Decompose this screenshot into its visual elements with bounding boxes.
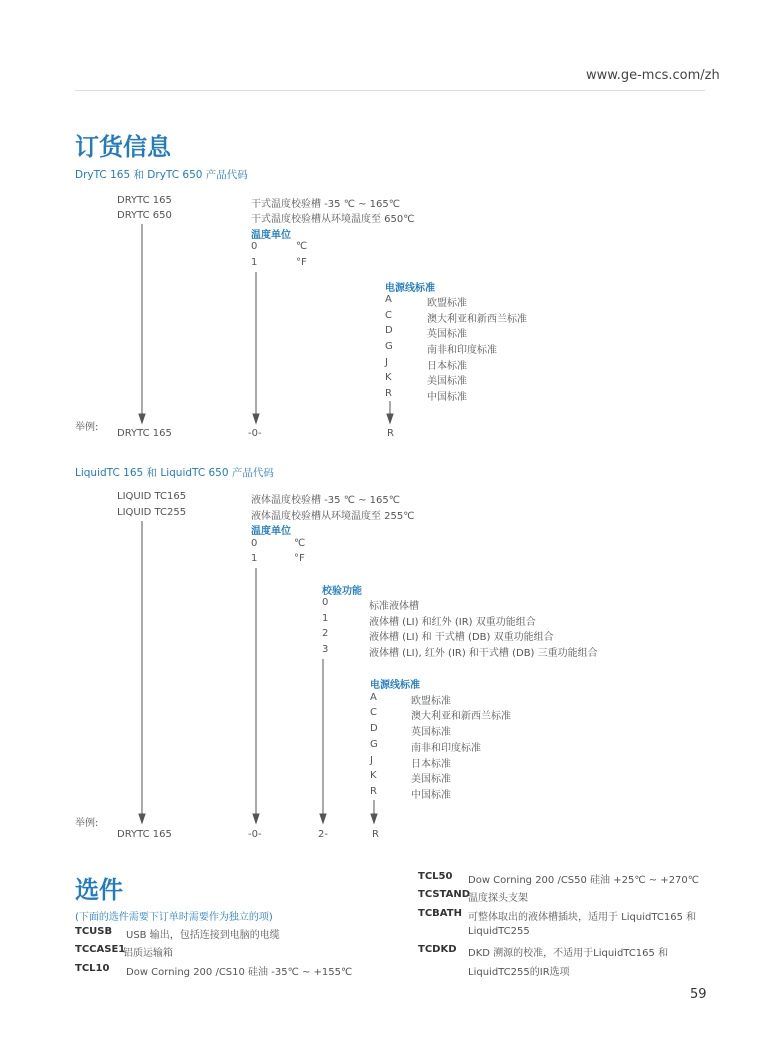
liquid-func-code: 2 <box>322 628 329 639</box>
dry-cable-label: 日本标准 <box>427 361 467 372</box>
dry-cable-code: D <box>385 325 393 336</box>
options-note: (下面的选件需要下订单时需要作为独立的项) <box>75 912 273 923</box>
dry-cable-code: G <box>385 341 393 352</box>
liquid-cable-label: 欧盟标准 <box>411 696 451 707</box>
liquid-cable-label: 英国标准 <box>411 727 451 738</box>
liquid-cable-code: A <box>370 692 377 703</box>
liquid-cable-heading: 电源线标准 <box>370 680 420 691</box>
dry-subtitle: DryTC 165 和 DryTC 650 产品代码 <box>75 169 248 181</box>
liquid-func-label: 标准液体槽 <box>369 601 419 612</box>
liquid-cable-code: J <box>370 755 373 766</box>
dry-cable-code: K <box>385 372 392 383</box>
option-code: TCDKD <box>418 944 457 955</box>
dry-model-desc: 干式温度校验槽从环境温度至 650℃ <box>251 214 415 225</box>
option-code: TCBATH <box>418 908 462 919</box>
option-code: TCSTAND <box>418 889 471 900</box>
dry-cable-label: 澳大利亚和新西兰标准 <box>427 314 527 325</box>
option-desc: DKD 溯源的校准，不适用于LiquidTC165 和 <box>468 948 669 959</box>
option-desc: USB 输出，包括连接到电脑的电缆 <box>126 930 280 941</box>
option-code: TCCASE1 <box>75 944 126 955</box>
arrowhead <box>139 414 145 423</box>
option-desc: Dow Corning 200 /CS50 硅油 +25℃ ~ +270℃ <box>468 875 700 886</box>
liquid-cable-code: C <box>370 707 377 718</box>
dry-cable-label: 欧盟标准 <box>427 298 467 309</box>
dry-cable-code: A <box>385 294 392 305</box>
dry-cable-code: R <box>385 388 392 399</box>
liquid-example-part: R <box>372 829 379 840</box>
option-desc-cont: LiquidTC255的IR选项 <box>468 967 570 978</box>
arrowhead <box>139 814 145 823</box>
header-url: www.ge-mcs.com/zh <box>586 68 720 83</box>
liquid-func-heading: 校验功能 <box>322 586 362 597</box>
liquid-cable-label: 日本标准 <box>411 759 451 770</box>
liquid-subtitle: LiquidTC 165 和 LiquidTC 650 产品代码 <box>75 467 274 479</box>
option-desc: 铝质运输箱 <box>123 948 173 959</box>
arrowhead <box>320 814 326 823</box>
dry-cable-heading: 电源线标准 <box>385 283 435 294</box>
liquid-cable-label: 南非和印度标准 <box>411 743 481 754</box>
liquid-cable-label: 澳大利亚和新西兰标准 <box>411 711 511 722</box>
liquid-model-desc: 液体温度校验槽从环境温度至 255℃ <box>251 511 415 522</box>
liquid-example-label: 举例: <box>75 818 99 829</box>
dry-unit-label: ℃ <box>296 241 308 252</box>
arrowhead <box>253 414 259 423</box>
dry-unit-code: 0 <box>251 241 258 252</box>
dry-cable-label: 南非和印度标准 <box>427 345 497 356</box>
option-desc: Dow Corning 200 /CS10 硅油 -35℃ ~ +155℃ <box>126 967 353 978</box>
option-desc: 温度探头支架 <box>468 893 528 904</box>
dry-example-part: -0- <box>248 428 262 439</box>
dry-cable-code: C <box>385 310 392 321</box>
dry-cable-label: 美国标准 <box>427 376 467 387</box>
liquid-func-label: 液体槽 (LI) 和红外 (IR) 双重功能组合 <box>369 617 536 628</box>
dry-model-code: DRYTC 165 <box>117 195 172 206</box>
dry-cable-label: 英国标准 <box>427 329 467 340</box>
liquid-func-label: 液体槽 (LI), 红外 (IR) 和干式槽 (DB) 三重功能组合 <box>369 648 598 659</box>
arrowhead <box>253 814 259 823</box>
page-title: 订货信息 <box>75 133 171 161</box>
liquid-cable-label: 中国标准 <box>411 790 451 801</box>
liquid-example-part: -0- <box>248 829 262 840</box>
liquid-func-label: 液体槽 (LI) 和 干式槽 (DB) 双重功能组合 <box>369 632 554 643</box>
liquid-unit-label: ℃ <box>294 538 306 549</box>
option-desc-cont: LiquidTC255 <box>468 926 530 937</box>
option-code: TCL10 <box>75 963 110 974</box>
liquid-unit-heading: 温度单位 <box>251 526 291 537</box>
liquid-unit-code: 0 <box>251 538 258 549</box>
liquid-unit-code: 1 <box>251 553 258 564</box>
dry-cable-code: J <box>385 357 388 368</box>
dry-example-part: R <box>387 428 394 439</box>
liquid-cable-code: R <box>370 786 377 797</box>
option-code: TCUSB <box>75 926 113 937</box>
dry-model-code: DRYTC 650 <box>117 210 172 221</box>
liquid-func-code: 0 <box>322 597 329 608</box>
liquid-example-part: DRYTC 165 <box>117 829 172 840</box>
dry-model-desc: 干式温度校验槽 -35 ℃ ~ 165℃ <box>251 199 400 210</box>
page-number: 59 <box>690 987 707 1002</box>
liquid-unit-label: °F <box>294 553 305 564</box>
liquid-model-code: LIQUID TC255 <box>117 507 187 518</box>
dry-unit-heading: 温度单位 <box>251 230 291 241</box>
liquid-cable-code: K <box>370 770 377 781</box>
liquid-example-part: 2- <box>318 829 328 840</box>
dry-example-part: DRYTC 165 <box>117 428 172 439</box>
dry-cable-label: 中国标准 <box>427 392 467 403</box>
liquid-cable-code: G <box>370 739 378 750</box>
liquid-cable-label: 美国标准 <box>411 774 451 785</box>
liquid-model-code: LIQUID TC165 <box>117 491 187 502</box>
option-code: TCL50 <box>418 871 453 882</box>
dry-unit-label: °F <box>296 257 307 268</box>
liquid-model-desc: 液体温度校验槽 -35 ℃ ~ 165℃ <box>251 495 400 506</box>
arrowhead <box>387 414 393 423</box>
option-desc: 可整体取出的液体槽插块，适用于 LiquidTC165 和 <box>468 912 697 923</box>
arrowhead <box>371 814 377 823</box>
options-title: 选件 <box>75 876 123 904</box>
liquid-func-code: 3 <box>322 644 329 655</box>
liquid-func-code: 1 <box>322 613 329 624</box>
dry-example-label: 举例: <box>75 422 99 433</box>
liquid-cable-code: D <box>370 723 378 734</box>
dry-unit-code: 1 <box>251 257 258 268</box>
